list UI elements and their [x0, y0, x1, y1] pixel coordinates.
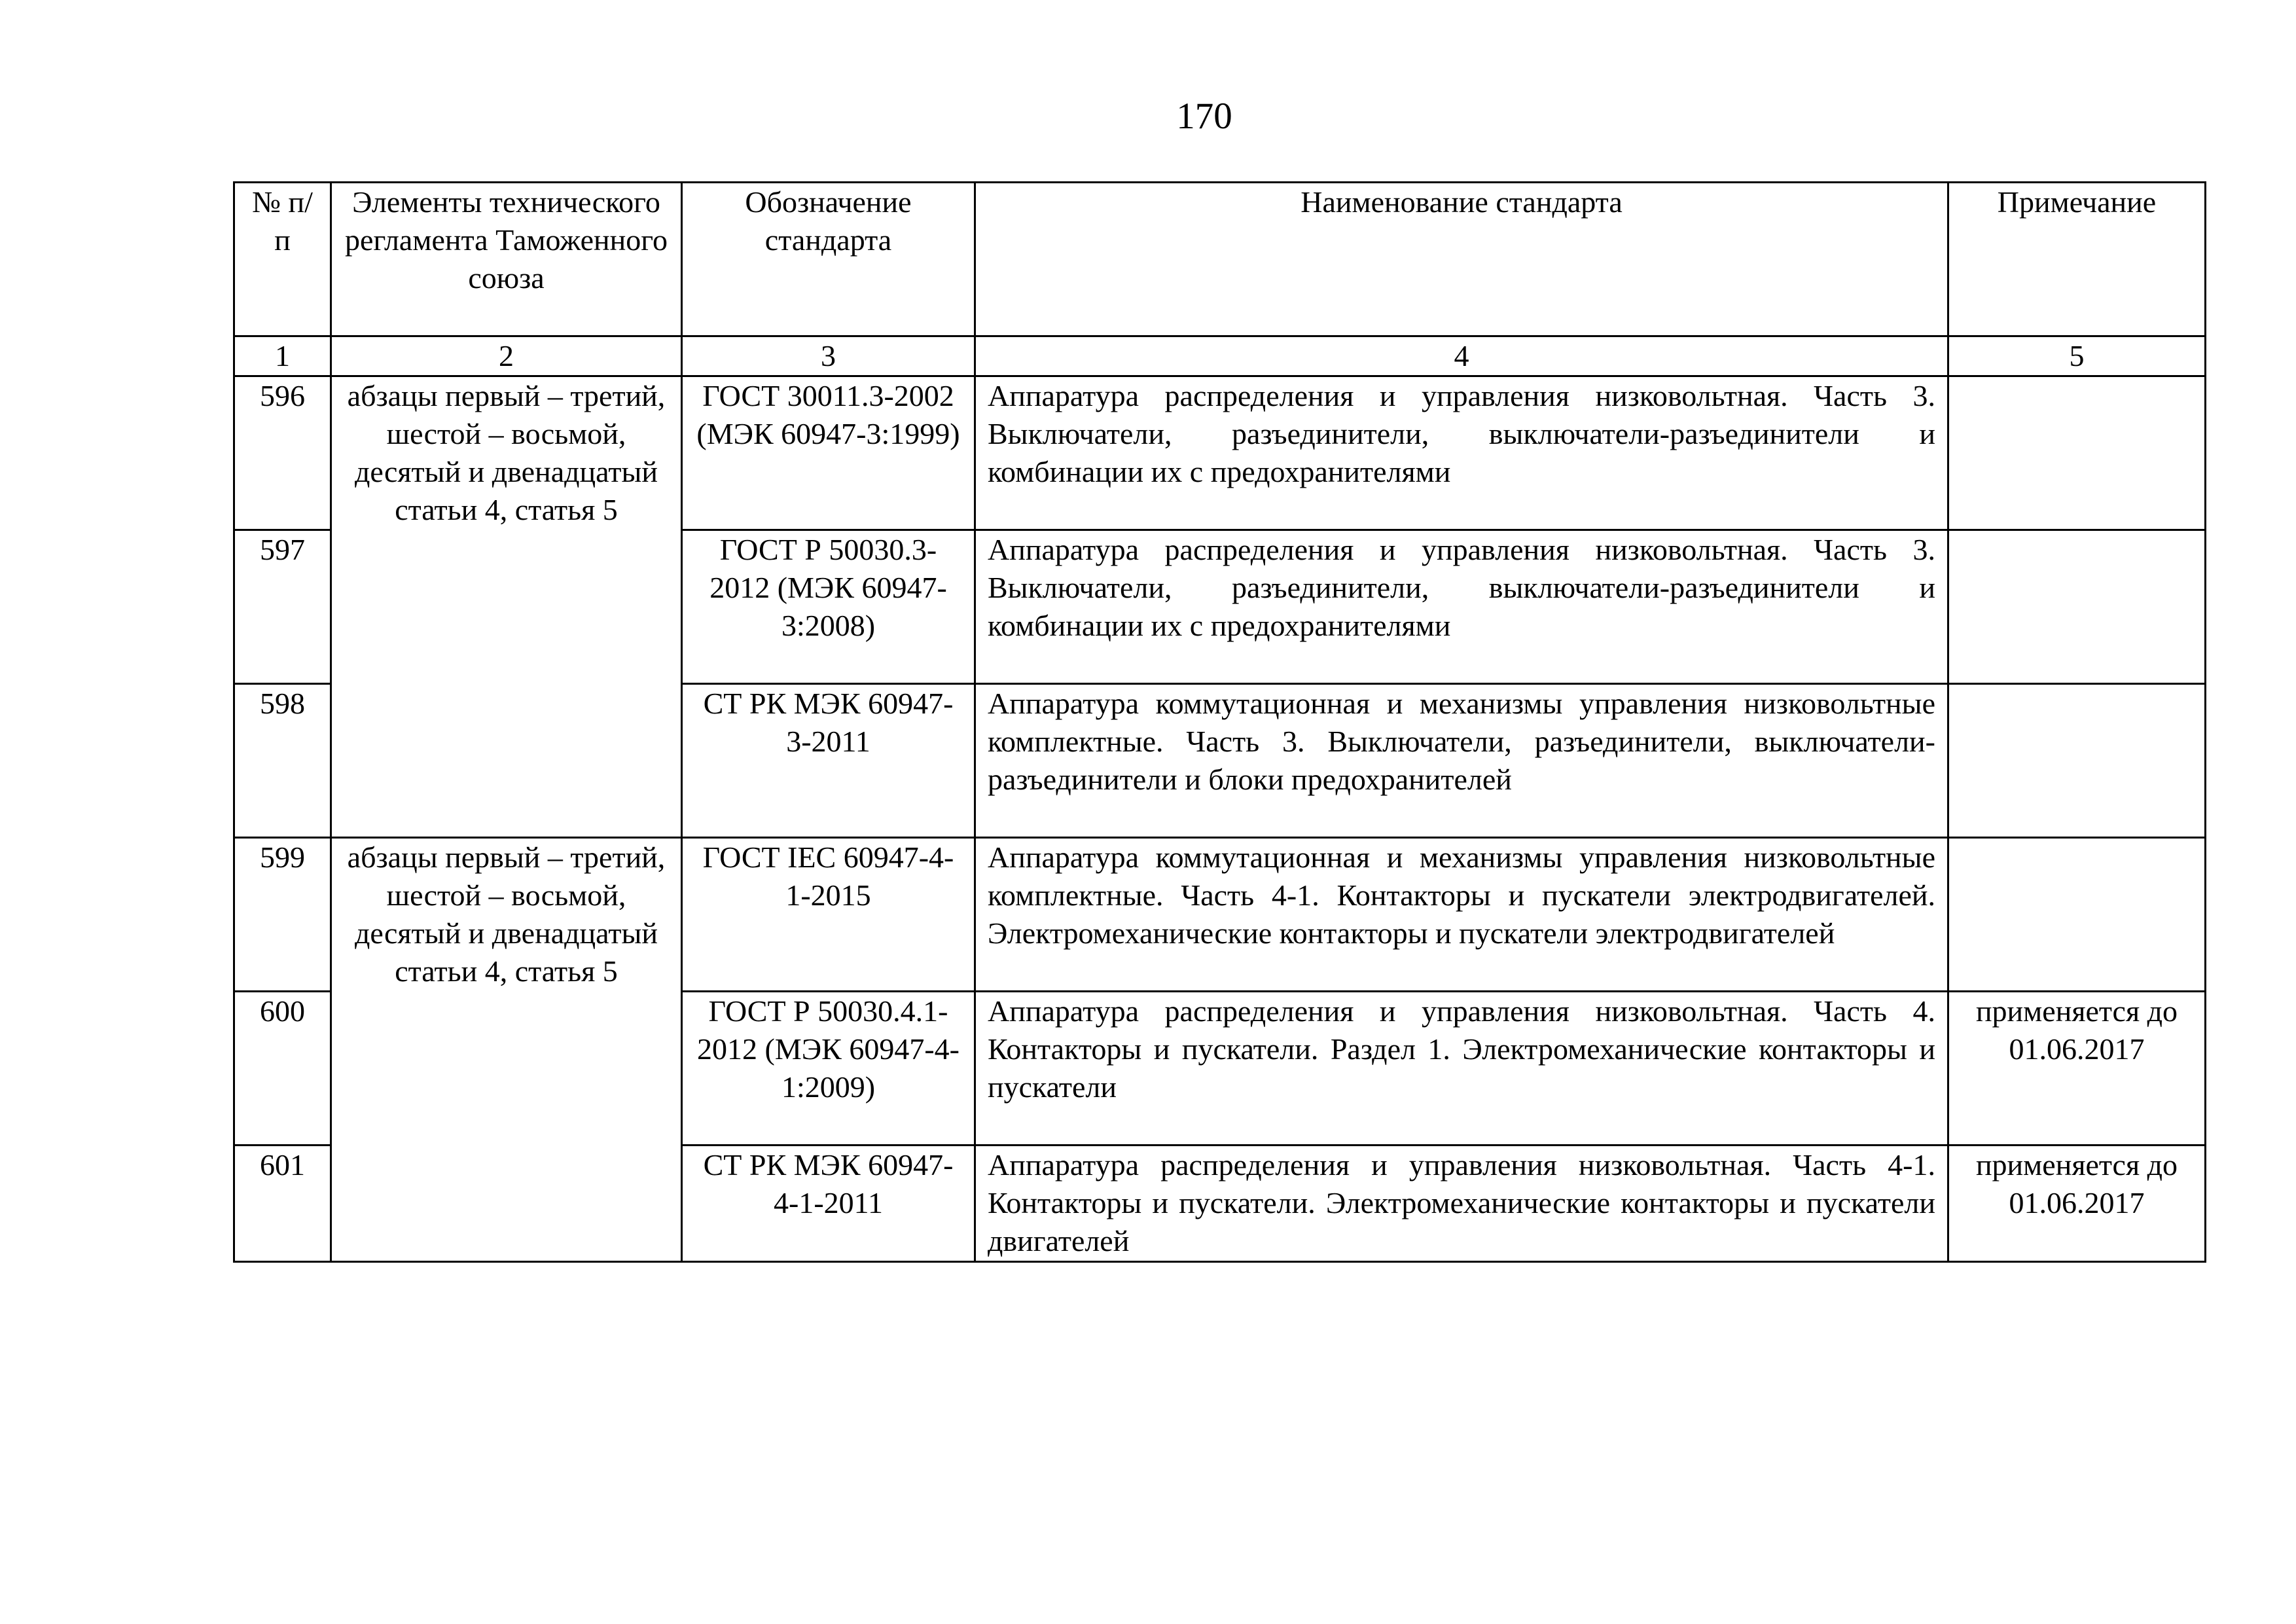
header-note: Примечание	[1948, 183, 2206, 336]
row-number: 596	[234, 376, 331, 530]
header-designation: Обозначение стандарта	[682, 183, 975, 336]
column-number: 4	[975, 336, 1948, 376]
note	[1948, 684, 2206, 838]
header-num: № п/п	[234, 183, 331, 336]
standard-name: Аппаратура распределения и управления низковольтная. Часть 3. Выключатели, разъединители, выключатели-разъединители и комбинации их с предохранителями	[975, 530, 1948, 684]
standard-name: Аппаратура распределения и управления низковольтная. Часть 3. Выключатели, разъединители, выключатели-разъединители и комбинации их с предохранителями	[975, 376, 1948, 530]
standard-name: Аппаратура коммутационная и механизмы управления низковольтные комплектные. Часть 4-1. Контакторы и пускатели электродвигателей. Электромеханические контакторы и пускатели электродвигателей	[975, 838, 1948, 992]
row-number: 601	[234, 1146, 331, 1262]
regulation-elements: абзацы первый – третий, шестой – восьмой, десятый и двенадцатый статьи 4, статья 5	[331, 838, 682, 1262]
header-row	[234, 183, 2206, 336]
page-number: 170	[1176, 96, 1232, 137]
note	[1948, 530, 2206, 684]
row-number: 599	[234, 838, 331, 992]
standard-name: Аппаратура распределения и управления низковольтная. Часть 4. Контакторы и пускатели. Раздел 1. Электромеханические контакторы и пускатели	[975, 992, 1948, 1146]
note	[1948, 376, 2206, 530]
column-number-row	[234, 336, 2206, 376]
column-number: 3	[682, 336, 975, 376]
column-number: 1	[234, 336, 331, 376]
standard-designation: ГОСТ Р 50030.3-2012 (МЭК 60947-3:2008)	[682, 530, 975, 684]
standard-designation: ГОСТ 30011.3-2002 (МЭК 60947-3:1999)	[682, 376, 975, 530]
note: применяется до 01.06.2017	[1948, 1146, 2206, 1262]
standard-name: Аппаратура распределения и управления низковольтная. Часть 4-1. Контакторы и пускатели. Электромеханические контакторы и пускатели двигателей	[975, 1146, 1948, 1262]
header-name: Наименование стандарта	[975, 183, 1948, 336]
column-number: 5	[1948, 336, 2206, 376]
standard-name: Аппаратура коммутационная и механизмы управления низковольтные комплектные. Часть 3. Выключатели, разъединители, выключатели-разъединители и блоки предохранителей	[975, 684, 1948, 838]
table-row	[234, 376, 2206, 530]
regulation-elements: абзацы первый – третий, шестой – восьмой, десятый и двенадцатый статьи 4, статья 5	[331, 376, 682, 838]
column-number: 2	[331, 336, 682, 376]
standard-designation: СТ РК МЭК 60947-3-2011	[682, 684, 975, 838]
standard-designation: ГОСТ Р 50030.4.1-2012 (МЭК 60947-4-1:2009)	[682, 992, 975, 1146]
standards-table	[233, 181, 2206, 1263]
header-elements: Элементы технического регламента Таможенного союза	[331, 183, 682, 336]
row-number: 600	[234, 992, 331, 1146]
standard-designation: СТ РК МЭК 60947-4-1-2011	[682, 1146, 975, 1262]
table-row	[234, 838, 2206, 992]
note	[1948, 838, 2206, 992]
row-number: 598	[234, 684, 331, 838]
row-number: 597	[234, 530, 331, 684]
note: применяется до 01.06.2017	[1948, 992, 2206, 1146]
standard-designation: ГОСТ IEC 60947-4-1-2015	[682, 838, 975, 992]
